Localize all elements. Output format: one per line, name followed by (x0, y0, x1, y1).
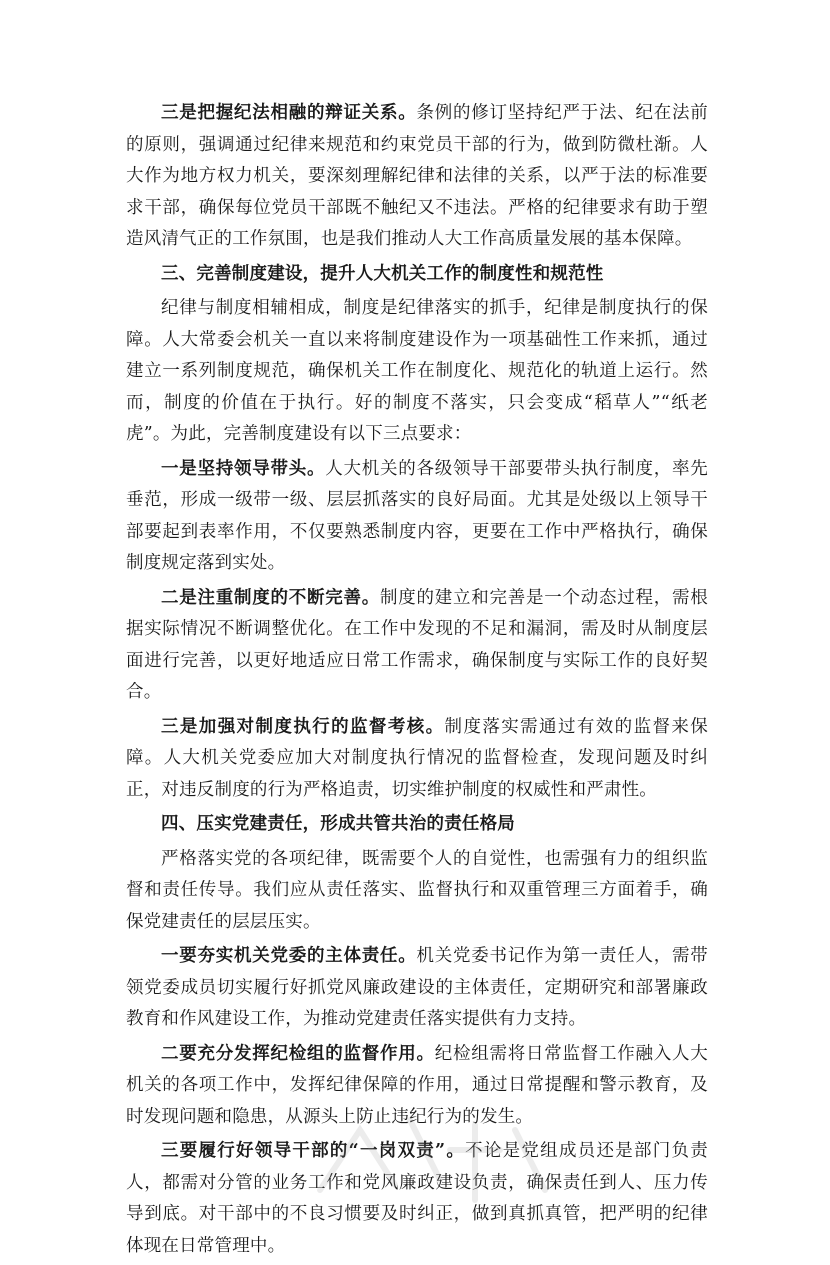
paragraph-lead: 三是加强对制度执行的监督考核。 (161, 716, 445, 737)
paragraph-7 (126, 941, 708, 1036)
paragraph-2 (126, 293, 708, 451)
paragraph-3 (126, 454, 708, 580)
paragraph-8 (126, 1039, 708, 1134)
paragraph-text: 纪检组需将日常监督工作融入人大机关的各项工作中，发挥纪律保障的作用，通过日常提醒和警示教育，及时发现问题和隐患，从源头上防止违纪行为的发生。 (126, 1043, 709, 1127)
paragraph-text: 严格落实党的各项纪律，既需要个人的自觉性，也需强有力的组织监督和责任传导。我们应从责任落实、监督执行和双重管理三方面着手，确保党建责任的层层压实。 (126, 848, 708, 932)
paragraph-lead: 三要履行好领导干部的“一岗双责”。 (161, 1141, 466, 1161)
paragraph-lead: 三是把握纪法相融的辩证关系。 (161, 103, 417, 123)
section-heading-3: 三、完善制度建设，提升人大机关工作的制度性和规范性 (161, 263, 604, 284)
paragraph-text: 制度的建立和完善是一个动态过程，需根据实际情况不断调整优化。在工作中发现的不足和漏洞，需及时从制度层面进行完善，以更好地适应日常工作需求，确保制度与实际工作的良好契合。 (126, 587, 708, 702)
paragraph-text: 人大机关的各级领导干部要带头执行制度，率先垂范，形成一级带一级、层层抓落实的良好局面。尤其是处级以上领导干部要起到表率作用，不仅要熟悉制度内容，更要在工作中严格执行，确保制度规定落到实处。 (126, 458, 708, 573)
paragraph-5 (126, 712, 708, 807)
paragraph-text: 条例的修订坚持纪严于法、纪在法前的原则，强调通过纪律来规范和约束党员干部的行为，做到防微杜渐。人大作为地方权力机关，要深刻理解纪律和法律的关系，以严于法的标准要求干部，确保每位党员干部既不触纪又不违法。严格的纪律要求有助于塑造风清气正的工作氛围，也是我们推动人大工作高质量发展的基本保障。 (126, 103, 708, 249)
paragraph-lead: 一是坚持领导带头。 (161, 458, 326, 479)
paragraph-lead: 一要夯实机关党委的主体责任。 (161, 946, 417, 966)
paragraph-text: 不论是党组成员还是部门负责人，都需对分管的业务工作和党风廉政建设负责，确保责任到人、压力传导到底。对干部中的不良习惯要及时纠正，做到真抓真管，把严明的纪律体现在日常管理中。 (126, 1141, 708, 1256)
paragraph-9 (126, 1136, 708, 1262)
paragraph-text: 制度落实需通过有效的监督来保障。人大机关党委应加大对制度执行情况的监督检查，发现问题及时纠正，对违反制度的行为严格追责，切实维护制度的权威性和严肃性。 (126, 716, 708, 800)
paragraph-4 (126, 583, 708, 709)
paragraph-lead: 二是注重制度的不断完善。 (161, 587, 381, 608)
paragraph-6 (126, 844, 708, 939)
paragraph-lead: 二要充分发挥纪检组的监督作用。 (161, 1043, 435, 1064)
section-heading-4: 四、压实党建责任，形成共管共治的责任格局 (161, 814, 515, 834)
paragraph-text: 纪律与制度相辅相成，制度是纪律落实的抓手，纪律是制度执行的保障。人大常委会机关一直以来将制度建设作为一项基础性工作来抓，通过建立一系列制度规范，确保机关工作在制度化、规范化的轨道上运行。然而，制度的价值在于执行。好的制度不落实，只会变成“稻草人”“纸老虎”。为此，完善制度建设有以下三点要求： (126, 298, 708, 444)
document-page (126, 98, 708, 1265)
paragraph-1 (126, 98, 708, 256)
paragraph-text: 机关党委书记作为第一责任人，需带领党委成员切实履行好抓党风廉政建设的主体责任，定期研究和部署廉政教育和作风建设工作，为推动党建责任落实提供有力支持。 (126, 946, 708, 1029)
